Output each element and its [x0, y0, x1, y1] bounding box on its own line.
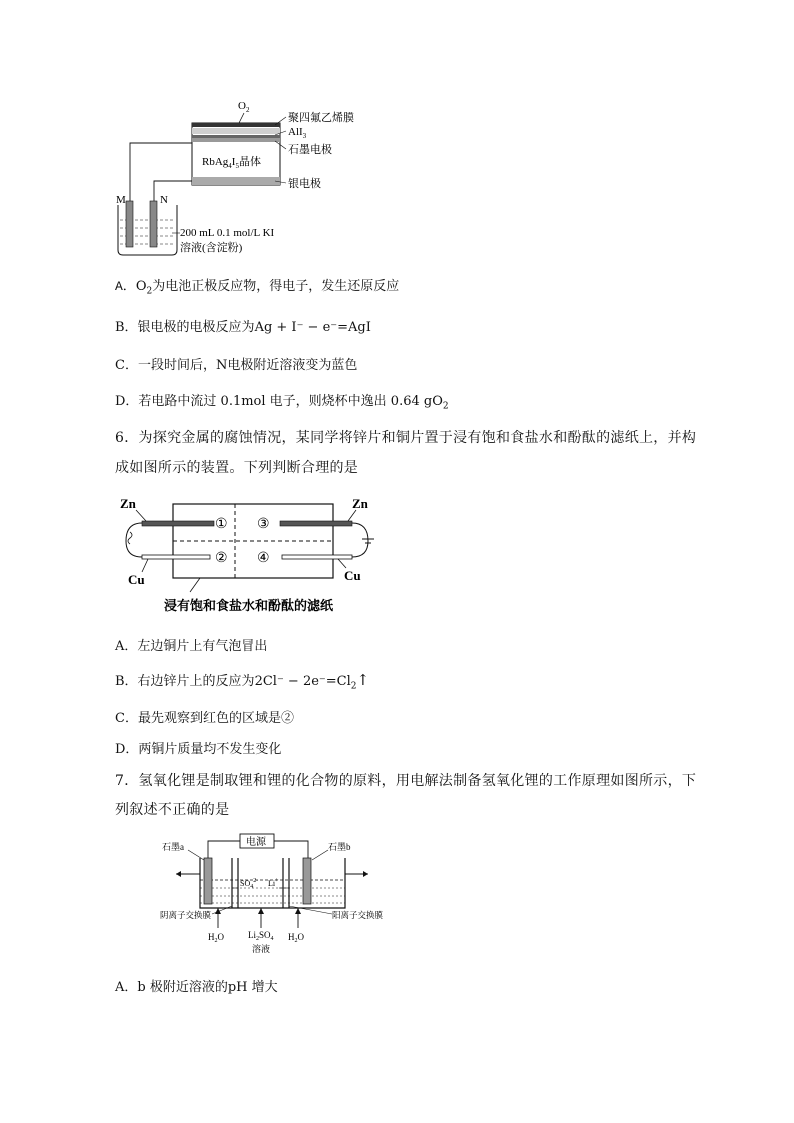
- q6-stem-line2: 成如图所示的装置。下列判断合理的是: [115, 460, 359, 476]
- q5-option-c: C．一段时间后，N电极附近溶液变为蓝色: [115, 358, 358, 373]
- ali3-label: AlI$_3$: [288, 126, 307, 140]
- q5-option-a: A．$O_2$为电池正极反应物，得电子，发生还原反应: [115, 279, 400, 297]
- zn-left-label: Zn: [120, 496, 136, 511]
- o2-label: $O_2$: [238, 100, 250, 114]
- q6-option-b: B．右边锌片上的反应为$2Cl^- - 2e^-=Cl_2↑$: [115, 671, 370, 692]
- electrode-m-label: M: [116, 194, 126, 206]
- anion-membrane-label: 阴离子交换膜: [160, 910, 212, 920]
- ptfe-label: 聚四氟乙烯膜: [288, 112, 354, 124]
- silver-label: 银电极: [288, 178, 321, 190]
- q7-stem-line1: 7．氢氧化锂是制取锂和锂的化合物的原料，用电解法制备氢氧化锂的工作原理如图所示，下: [115, 773, 697, 789]
- q7-stem-line2: 列叙述不正确的是: [115, 802, 230, 818]
- graphite-b-label: 石墨b: [328, 842, 351, 852]
- q7-option-a: A．b 极附近溶液的pH 增大: [115, 980, 278, 995]
- region-4: ④: [257, 551, 270, 566]
- li2so4-solution-label: 溶液: [252, 944, 271, 954]
- cu-right-label: Cu: [344, 568, 361, 583]
- region-1: ①: [215, 517, 228, 532]
- electrode-n-label: N: [160, 194, 168, 206]
- graphite-label: 石墨电极: [288, 144, 332, 156]
- solution-label-2: 溶液(含淀粉): [180, 242, 243, 254]
- figure-zinc-copper: [118, 492, 388, 617]
- cation-membrane-label: 阳离子交换膜: [332, 910, 384, 920]
- q5-option-d: D．若电路中流过 0.1mol 电子，则烧杯中逸出 0.64 $gO_2$: [115, 394, 449, 412]
- h2o-left-label: $H_2O$: [208, 932, 224, 944]
- q6-option-c: C．最先观察到红色的区域是②: [115, 711, 294, 726]
- li2so4-label: $Li_2SO_4$: [248, 930, 274, 942]
- crystal-label: $RbAg_4I_5$晶体: [202, 156, 261, 170]
- q6-option-a: A．左边铜片上有气泡冒出: [115, 639, 268, 654]
- q6-stem-line1: 6．为探究金属的腐蚀情况，某同学将锌片和铜片置于浸有饱和食盐水和酚酞的滤纸上，并构: [115, 430, 697, 446]
- filter-paper-caption: 浸有饱和食盐水和酚酞的滤纸: [164, 598, 334, 613]
- region-2: ②: [215, 551, 228, 566]
- figure-battery-beaker: [110, 95, 370, 260]
- sulfate-ion-label: $SO_4^{2-}$: [240, 878, 259, 890]
- solution-label-1: 200 mL 0.1 mol/L KI: [180, 227, 275, 239]
- zn-right-label: Zn: [352, 496, 368, 511]
- q6-option-d: D．两铜片质量均不发生变化: [115, 742, 282, 757]
- power-source-label: 电源: [246, 837, 266, 848]
- figure-electrolysis: [160, 828, 400, 963]
- q5-option-b: B．银电极的电极反应为Ag + I⁻ − e⁻=AgI: [115, 320, 371, 335]
- cu-left-label: Cu: [128, 572, 145, 587]
- h2o-right-label: $H_2O$: [288, 932, 304, 944]
- lithium-ion-label: Li+: [268, 878, 279, 888]
- graphite-a-label: 石墨a: [162, 842, 184, 852]
- region-3: ③: [257, 517, 270, 532]
